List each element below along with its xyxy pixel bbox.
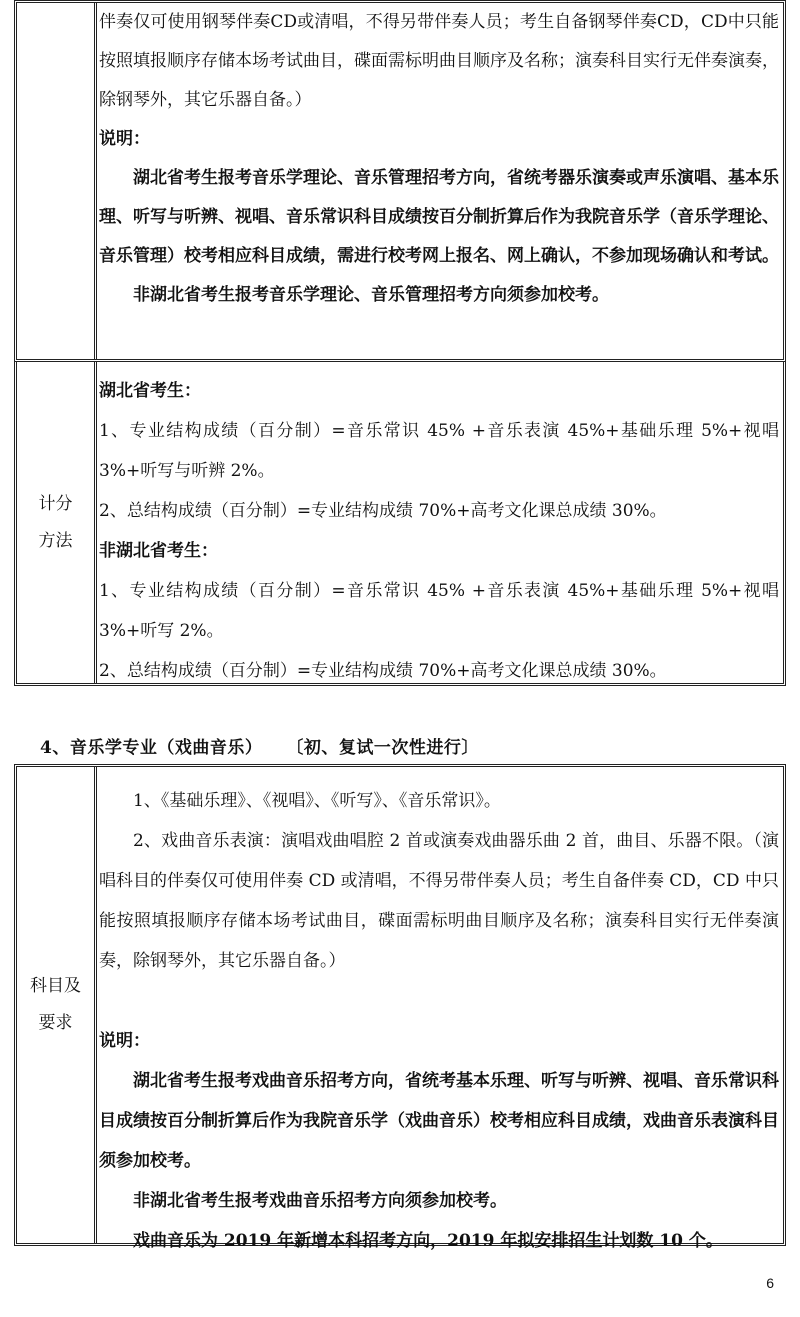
hubei-note: 湖北省考生报考戏曲音乐招考方向，省统考基本乐理、听写与听辨、视唱、音乐常识科目成绩按百分制折算后作为我院音乐学（戏曲音乐）校考相应科目成绩，戏曲音乐表演科目须参加校考。 xyxy=(99,1071,779,1171)
subjects-content xyxy=(97,767,783,1251)
hubei-note: 湖北省考生报考音乐学理论、音乐管理招考方向，省统考器乐演奏或声乐演唱、基本乐理、听写与听辨、视唱、音乐常识科目成绩按百分制折算后作为我院音乐学（音乐学理论、音乐管理）校考相应科目成绩，需进行校考网上报名、网上确认，不参加现场确认和考试。 xyxy=(99,168,779,266)
non-hubei-heading: 非湖北省考生： xyxy=(99,541,218,561)
non-hubei-formula-1: 1、专业结构成绩（百分制）=音乐常识 45% +音乐表演 45%+基础乐理 5%+视唱 3%+听写 2%。 xyxy=(99,581,779,641)
label-line-1: 科目及 xyxy=(30,976,81,996)
page-number: 6 xyxy=(766,1275,774,1291)
non-hubei-formula-2: 2、总结构成绩（百分制）=专业结构成绩 70%+高考文化课总成绩 30%。 xyxy=(99,661,667,681)
requirements-content-cell xyxy=(97,3,783,359)
subjects-requirements-table xyxy=(14,764,786,1251)
scoring-method-content xyxy=(97,362,783,683)
subject-item-2: 2、戏曲音乐表演：演唱戏曲唱腔 2 首或演奏戏曲器乐曲 2 首，曲目、乐器不限。（演唱科目的伴奏仅可使用伴奏 CD 或清唱，不得另带伴奏人员；考生自备伴奏 CD，CD 中只能按照填报顺序存储本场考试曲目，碟面需标明曲目顺序及名称；演奏科目实行无伴奏演奏，除钢琴外，其它乐器自备。） xyxy=(99,831,779,971)
section-title: 4、音乐学专业（戏曲音乐） xyxy=(40,738,263,758)
section-note: 〔初、复试一次性进行〕 xyxy=(286,738,479,758)
hubei-formula-1: 1、专业结构成绩（百分制）=音乐常识 45% +音乐表演 45%+基础乐理 5%+视唱 3%+听写与听辨 2%。 xyxy=(99,421,779,481)
new-direction-note: 戏曲音乐为 2019 年新增本科招考方向，2019 年拟安排招生计划数 10 个。 xyxy=(133,1231,723,1251)
scoring-method-table xyxy=(14,362,786,686)
subject-item-1: 1、《基础乐理》、《视唱》、《听写》、《音乐常识》。 xyxy=(133,791,501,811)
non-hubei-note: 非湖北省考生报考音乐学理论、音乐管理招考方向须参加校考。 xyxy=(133,285,609,305)
note-heading: 说明： xyxy=(99,129,150,149)
label-line-2: 要求 xyxy=(38,1013,73,1033)
label-line-2: 方法 xyxy=(38,530,73,551)
scoring-method-label xyxy=(17,362,97,683)
non-hubei-note: 非湖北省考生报考戏曲音乐招考方向须参加校考。 xyxy=(133,1191,507,1211)
empty-label-cell xyxy=(17,3,97,359)
label-line-1: 计分 xyxy=(38,493,73,514)
section-4-heading xyxy=(40,733,479,758)
accompaniment-rules: 伴奏仅可使用钢琴伴奏CD或清唱，不得另带伴奏人员；考生自备钢琴伴奏CD，CD中只能按照填报顺序存储本场考试曲目，碟面需标明曲目顺序及名称；演奏科目实行无伴奏演奏，除钢琴外，其它乐器自备。） xyxy=(99,12,779,110)
hubei-heading: 湖北省考生： xyxy=(99,381,201,401)
requirements-table-continued xyxy=(14,0,786,362)
note-heading: 说明： xyxy=(99,1031,150,1051)
subjects-label xyxy=(17,767,97,1243)
hubei-formula-2: 2、总结构成绩（百分制）=专业结构成绩 70%+高考文化课总成绩 30%。 xyxy=(99,501,667,521)
